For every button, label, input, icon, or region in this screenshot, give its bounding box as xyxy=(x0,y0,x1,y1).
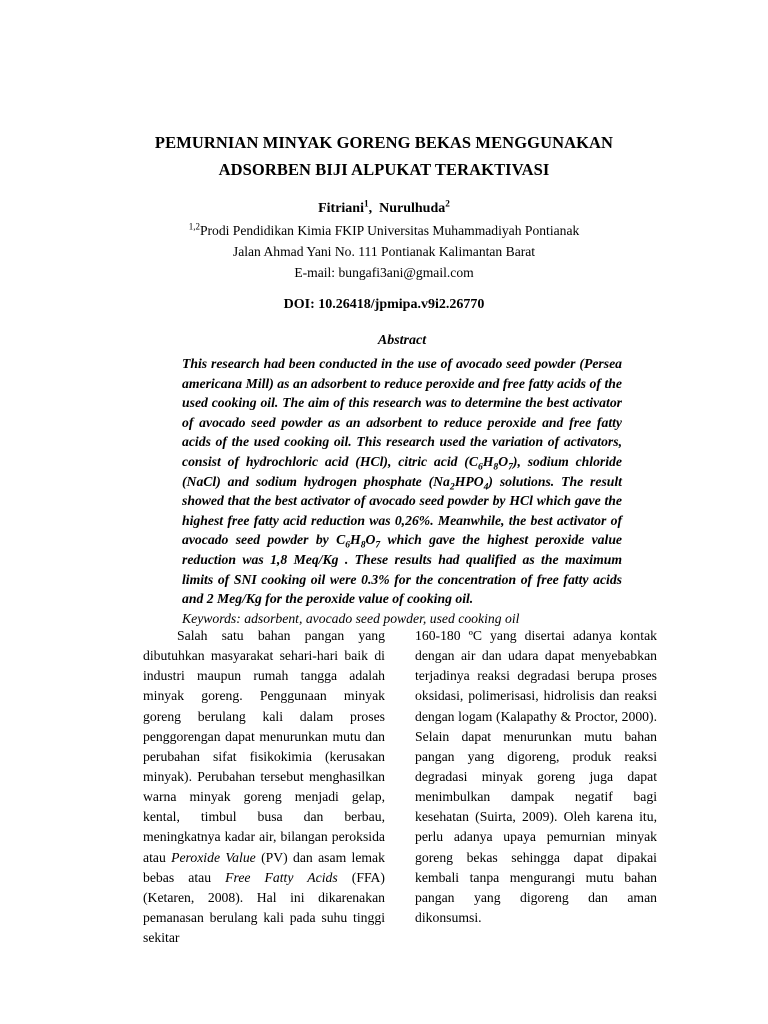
body-columns xyxy=(143,626,658,948)
abstract-sub-8: 7 xyxy=(375,540,381,552)
body-column-left xyxy=(143,626,385,948)
author-sup-2: 2 xyxy=(445,198,450,209)
abstract-part-5: HPO xyxy=(454,473,484,489)
paper-title-block xyxy=(120,130,648,183)
abstract-sub-3: 7 xyxy=(508,461,513,473)
abstract-sub-5: 4 xyxy=(483,481,489,493)
body-column-right xyxy=(415,626,657,948)
title-line-2: ADSORBEN BIJI ALPUKAT TERAKTIVASI xyxy=(218,159,550,179)
title-line-1: PEMURNIAN MINYAK GORENG BEKAS MENGGUNAKAN xyxy=(154,133,614,152)
left-p1-italic-2: Free Fatty Acids xyxy=(225,869,338,885)
affiliation-sup: 1,2 xyxy=(188,221,200,232)
affiliation-text: Prodi Pendidikan Kimia FKIP Universitas Muhammadiyah Pontianak xyxy=(199,223,580,239)
authors-affiliation-block xyxy=(110,199,658,283)
left-p1-italic-1: Peroxide Value xyxy=(171,849,256,865)
abstract-part-4: ), sodium chloride (NaCl) and sodium hydrogen phosphate (Na xyxy=(182,453,622,489)
left-p1-part-1: Salah satu bahan pangan yang dibutuhkan masyarakat sehari-hari baik di industri maupun rumah tangga adalah minyak goreng. Penggunaan minyak goreng berulang kali dalam proses penggorengan dapat menurunkan mutu dan perubahan sifat fisikokimia (kerusakan minyak). Perubahan tersebut menghasilkan warna minyak goreng menjadi gelap, kental, timbul busa dan berbau, meningkatnya kadar air, bilangan peroksida atau xyxy=(143,628,385,865)
author-sup-1: 1 xyxy=(363,198,369,209)
abstract-sub-6: 6 xyxy=(345,540,351,552)
page-title xyxy=(120,130,648,183)
abstract-part-2: H xyxy=(482,453,494,469)
author-list: Fitriani$^1$, Nurulhuda$^2$ xyxy=(318,198,450,216)
affiliation-line-2: Jalan Ahmad Yani No. 111 Pontianak Kalimantan Barat xyxy=(232,243,536,259)
doi-line: DOI: 10.26418/jpmipa.v9i2.26770 xyxy=(283,297,485,312)
affiliation-line-1 xyxy=(110,221,658,242)
abstract-heading: Abstract xyxy=(377,333,427,348)
abstract-sub-2: 8 xyxy=(493,461,499,473)
left-column-paragraph xyxy=(143,626,385,948)
right-column-paragraph: 160-180 ºC yang disertai adanya kontak dengan air dan udara dapat menyebabkan terjadinya reaksi degradasi berupa proses oksidasi, polimerisasi, hidrolisis dan reaksi dengan logam (Kalapathy & Proctor, 2000). Selain dapat menurunkan mutu bahan pangan yang digoreng, produk reaksi degradasi minyak goreng juga dapat menimbulkan dampak negatif bagi kesehatan (Suirta, 2009). Oleh karena itu, perlu adanya upaya pemurnian minyak goreng bekas sehingga dapat dipakai kembali tanpa mengurangi mutu bahan pangan yang digoreng dan aman dikonsumsi. xyxy=(415,628,657,925)
abstract-part-7: H xyxy=(350,532,361,548)
author-name-1: Fitriani xyxy=(318,201,364,216)
abstract-block xyxy=(182,333,622,628)
abstract-body xyxy=(182,354,622,609)
abstract-part-6: ) solutions. The result showed that the best activator of avocado seed powder by HCl which gave the highest free fatty acid reduction was 0,26%. Meanwhile, the best activator of avocado seed powder by C xyxy=(182,473,622,548)
abstract-part-9: which gave the highest peroxide value reduction was 1,8 Meq/Kg . These results had qualified as the maximum limits of SNI cooking oil were 0.3% for the concentration of free fatty acids and 2 Meg/Kg for the peroxide value of cooking oil. xyxy=(182,532,623,607)
abstract-part-3: O xyxy=(498,453,509,469)
author-name-2: Nurulhuda xyxy=(379,201,446,216)
left-p1-part-2: (PV) dan asam lemak bebas atau xyxy=(143,849,385,885)
abstract-part-1: This research had been conducted in the use of avocado seed powder (Persea americana Mill) as an adsorbent to reduce peroxide and free fatty acids of the used cooking oil. The aim of this research was to determine the best activator of avocado seed powder as an adsorbent to reduce peroxide and free fatty acids of the used cooking oil. This research used the variation of activators, consist of hydrochloric acid (HCl), citric acid (C xyxy=(182,356,622,469)
abstract-sub-4: 2 xyxy=(449,481,455,493)
email-line: E-mail: bungafi3ani@gmail.com xyxy=(294,264,474,280)
abstract-part-8: O xyxy=(365,532,376,548)
abstract-sub-7: 8 xyxy=(360,540,366,552)
left-p1-part-3: (FFA) (Ketaren, 2008). Hal ini dikarenakan pemanasan berulang kali pada suhu tinggi sekitar xyxy=(143,869,385,946)
abstract-keywords: Keywords: adsorbent, avocado seed powder, used cooking oil xyxy=(182,610,520,626)
abstract-sub-1: 6 xyxy=(477,461,483,473)
